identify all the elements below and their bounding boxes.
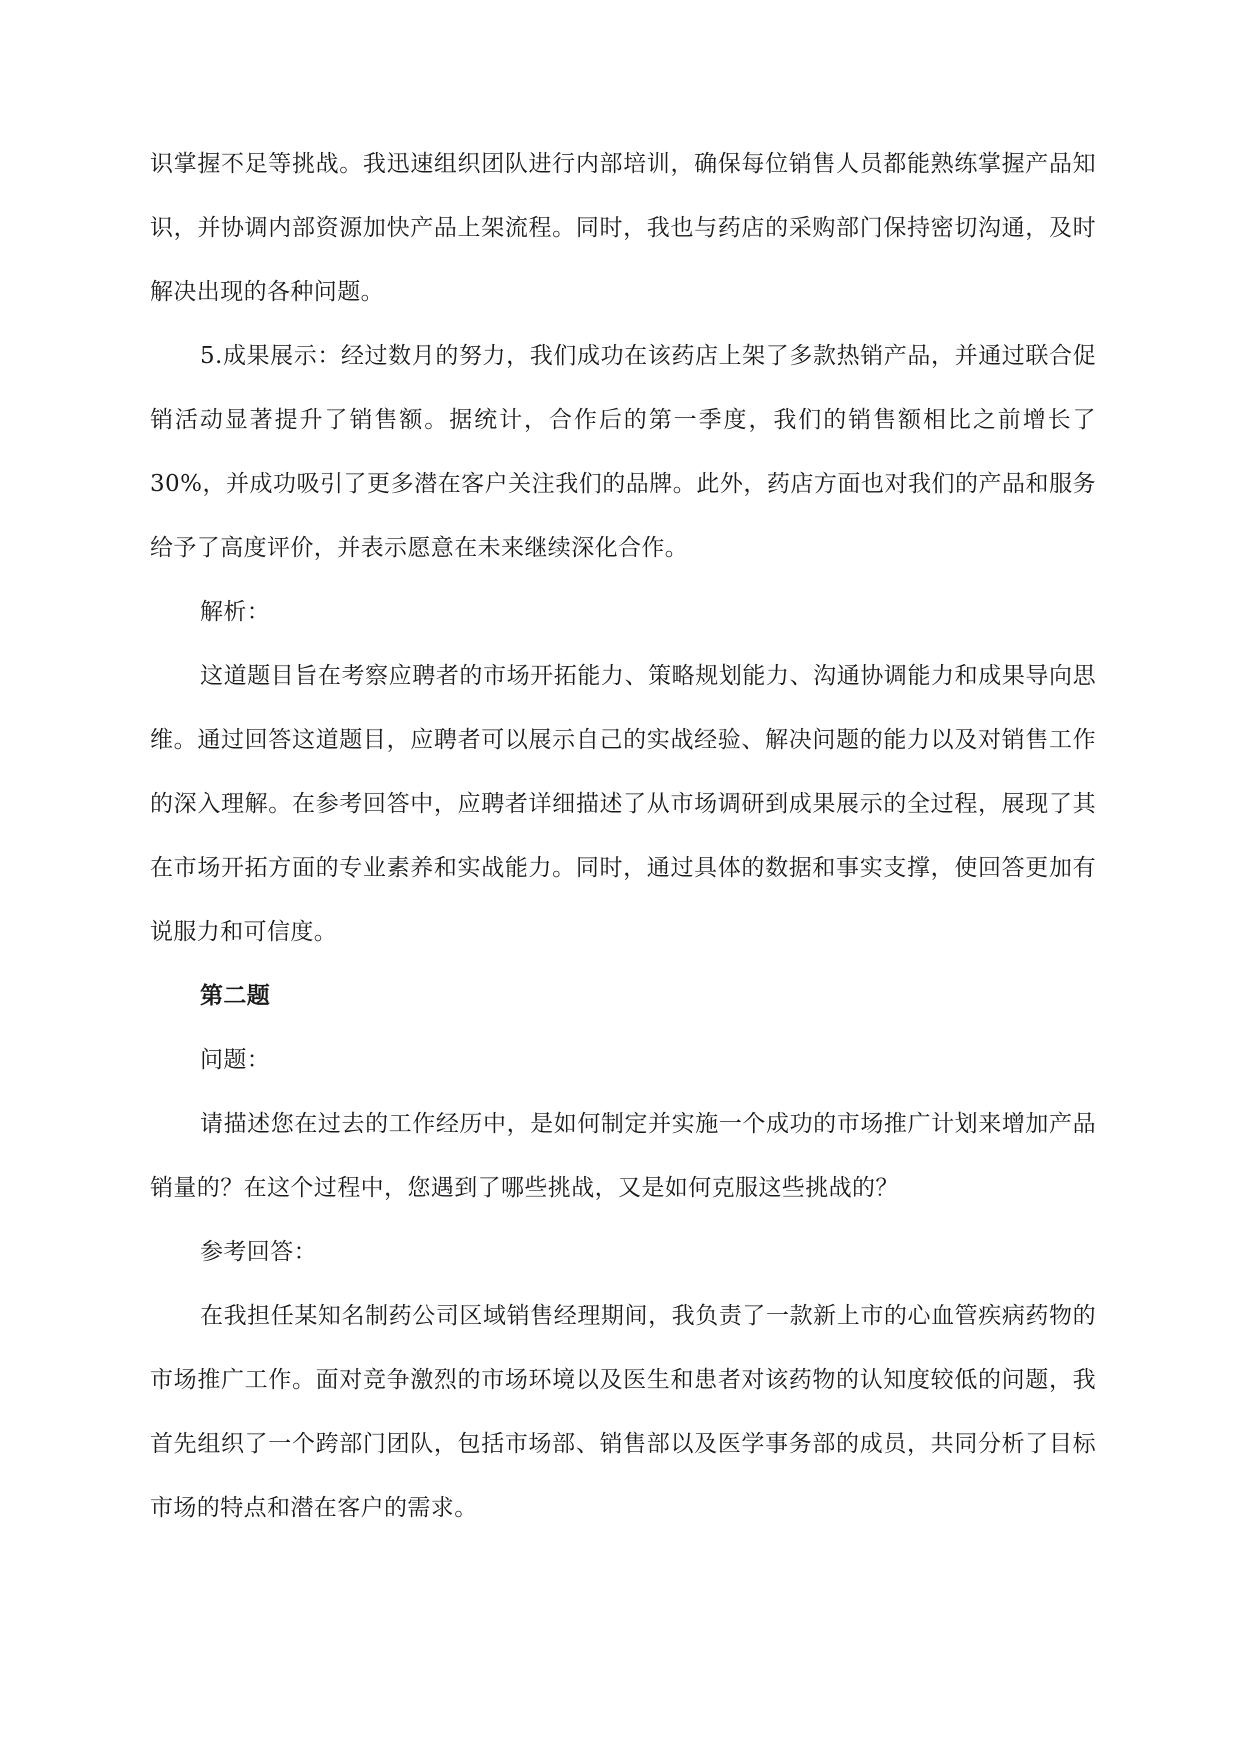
section-heading-question-two: 第二题 xyxy=(200,982,271,1009)
paragraph-results: 5.成果展示：经过数月的努力，我们成功在该药店上架了多款热销产品，并通过联合促销活动显著提升了销售额。据统计，合作后的第一季度，我们的销售额相比之前增长了30%，并成功吸引了更多潜在客户关注我们的品牌。此外，药店方面也对我们的产品和服务给予了高度评价，并表示愿意在未来继续深化合作。 xyxy=(150,343,1096,561)
paragraph-question: 请描述您在过去的工作经历中，是如何制定并实施一个成功的市场推广计划来增加产品销量的？在这个过程中，您遇到了哪些挑战，又是如何克服这些挑战的？ xyxy=(150,1111,1096,1201)
label-reference-answer: 参考回答： xyxy=(200,1239,317,1265)
paragraph-analysis: 这道题目旨在考察应聘者的市场开拓能力、策略规划能力、沟通协调能力和成果导向思维。通过回答这道题目，应聘者可以展示自己的实战经验、解决问题的能力以及对销售工作的深入理解。在参考回答中，应聘者详细描述了从市场调研到成果展示的全过程，展现了其在市场开拓方面的专业素养和实战能力。同时，通过具体的数据和事实支撑，使回答更加有说服力和可信度。 xyxy=(150,663,1096,945)
paragraph-challenges-continued: 识掌握不足等挑战。我迅速组织团队进行内部培训，确保每位销售人员都能熟练掌握产品知识，并协调内部资源加快产品上架流程。同时，我也与药店的采购部门保持密切沟通，及时解决出现的各种问题。 xyxy=(150,151,1096,305)
document-page xyxy=(150,132,1096,1540)
label-analysis: 解析： xyxy=(200,599,271,625)
label-question: 问题： xyxy=(200,1047,271,1073)
paragraph-reference-answer: 在我担任某知名制药公司区域销售经理期间，我负责了一款新上市的心血管疾病药物的市场推广工作。面对竞争激烈的市场环境以及医生和患者对该药物的认知度较低的问题，我首先组织了一个跨部门团队，包括市场部、销售部以及医学事务部的成员，共同分析了目标市场的特点和潜在客户的需求。 xyxy=(150,1303,1096,1521)
